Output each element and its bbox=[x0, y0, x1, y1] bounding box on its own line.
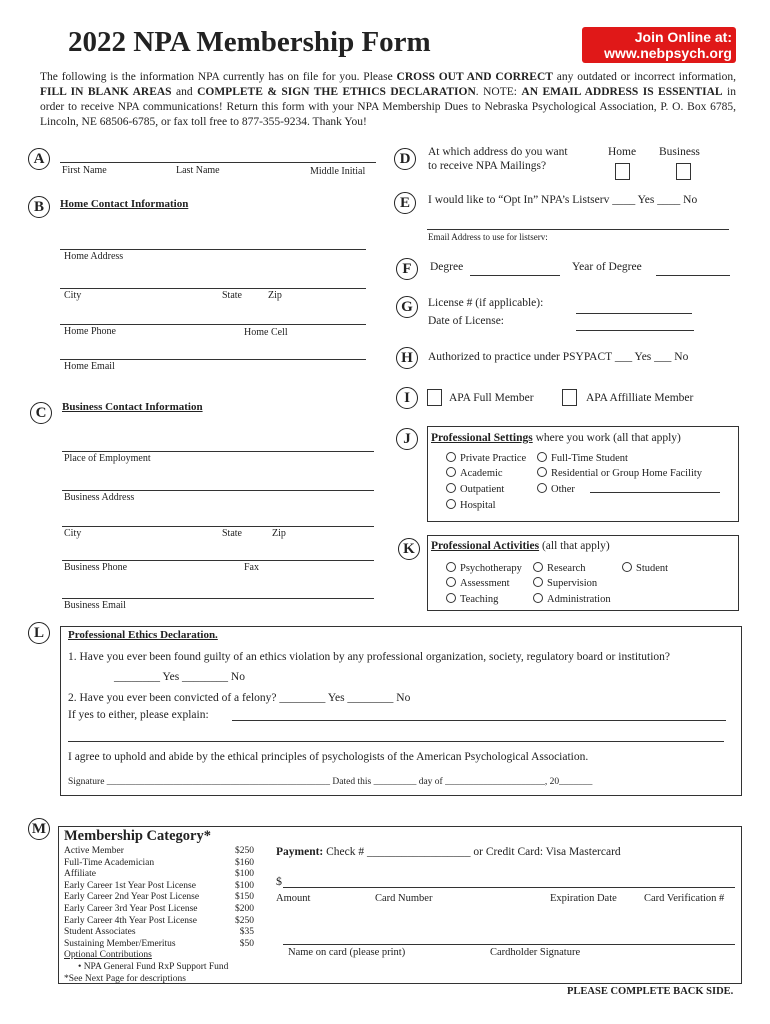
category-price: $250 bbox=[235, 915, 254, 926]
intro-text-3: and bbox=[171, 86, 198, 98]
intro-bold-1: CROSS OUT AND CORRECT bbox=[396, 71, 553, 83]
setting-other: Other bbox=[551, 484, 575, 495]
setting-other-line[interactable] bbox=[590, 492, 720, 493]
business-address-line[interactable] bbox=[62, 490, 374, 491]
radio-circle-icon[interactable] bbox=[537, 467, 547, 477]
ethics-explain-line-1[interactable] bbox=[232, 720, 726, 721]
radio-circle-icon[interactable] bbox=[446, 452, 456, 462]
activity-psychotherapy: Psychotherapy bbox=[460, 563, 522, 574]
category-name: Early Career 4th Year Post License bbox=[64, 915, 197, 926]
card-verification-label: Card Verification # bbox=[644, 893, 725, 904]
apa-affiliate-member-checkbox[interactable] bbox=[562, 389, 577, 406]
last-name-label: Last Name bbox=[176, 165, 220, 176]
category-row[interactable] bbox=[64, 846, 254, 858]
expiration-date-label: Expiration Date bbox=[550, 893, 617, 904]
section-a-marker: A bbox=[28, 148, 50, 170]
activity-option[interactable] bbox=[622, 562, 668, 574]
section-f-marker: F bbox=[396, 258, 418, 280]
category-name: Early Career 3rd Year Post License bbox=[64, 903, 198, 914]
category-name: Sustaining Member/Emeritus bbox=[64, 938, 176, 949]
license-date-line[interactable] bbox=[576, 330, 694, 331]
business-city-label: City bbox=[64, 528, 82, 539]
radio-circle-icon[interactable] bbox=[446, 467, 456, 477]
business-address-label: Business Address bbox=[64, 492, 135, 503]
setting-hospital: Hospital bbox=[460, 500, 496, 511]
year-of-degree-line[interactable] bbox=[656, 275, 730, 276]
radio-circle-icon[interactable] bbox=[533, 593, 543, 603]
payment-line bbox=[276, 846, 621, 858]
professional-activities-heading bbox=[431, 540, 610, 552]
activity-option[interactable] bbox=[446, 577, 510, 589]
cardholder-line[interactable] bbox=[283, 944, 735, 945]
category-row[interactable] bbox=[64, 939, 254, 951]
radio-circle-icon[interactable] bbox=[446, 577, 456, 587]
activity-research: Research bbox=[547, 563, 586, 574]
apa-full-member-checkbox[interactable] bbox=[427, 389, 442, 406]
join-online-url[interactable]: www.nebpsych.org bbox=[604, 45, 732, 61]
business-email-line[interactable] bbox=[62, 598, 374, 599]
setting-outpatient: Outpatient bbox=[460, 484, 505, 495]
activity-supervision: Supervision bbox=[547, 578, 598, 589]
setting-private-practice: Private Practice bbox=[460, 453, 527, 464]
home-phone-label: Home Phone bbox=[64, 326, 116, 337]
degree-line[interactable] bbox=[470, 275, 560, 276]
category-row[interactable] bbox=[64, 881, 254, 893]
membership-category-list bbox=[64, 846, 254, 985]
activity-assessment: Assessment bbox=[460, 578, 510, 589]
join-online-banner[interactable] bbox=[582, 27, 736, 63]
professional-settings-subtitle: where you work (all that apply) bbox=[532, 432, 681, 444]
home-email-line[interactable] bbox=[60, 359, 366, 360]
apa-full-member-label: APA Full Member bbox=[449, 392, 534, 404]
business-contact-heading: Business Contact Information bbox=[62, 401, 203, 413]
intro-paragraph bbox=[40, 70, 736, 130]
intro-bold-2: FILL IN BLANK AREAS bbox=[40, 86, 172, 98]
business-city-line[interactable] bbox=[62, 526, 374, 527]
home-cell-label: Home Cell bbox=[244, 327, 288, 338]
category-name: Early Career 2nd Year Post License bbox=[64, 892, 200, 903]
ethics-explain-line-2[interactable] bbox=[68, 741, 724, 742]
page-title: 2022 NPA Membership Form bbox=[68, 26, 431, 58]
category-price: $250 bbox=[235, 846, 254, 856]
business-zip-label: Zip bbox=[272, 528, 286, 539]
setting-option[interactable] bbox=[537, 467, 702, 479]
intro-bold-3: COMPLETE & SIGN THE ETHICS DECLARATION bbox=[197, 86, 476, 98]
section-i-marker: I bbox=[396, 387, 418, 409]
radio-circle-icon[interactable] bbox=[537, 483, 547, 493]
section-h-marker: H bbox=[396, 347, 418, 369]
section-l-marker: L bbox=[28, 622, 50, 644]
listserv-email-line[interactable] bbox=[427, 229, 729, 230]
mailing-question-line2: to receive NPA Mailings? bbox=[428, 160, 547, 172]
radio-circle-icon[interactable] bbox=[533, 577, 543, 587]
radio-circle-icon[interactable] bbox=[446, 483, 456, 493]
activity-option[interactable] bbox=[533, 577, 597, 589]
home-city-line[interactable] bbox=[60, 288, 366, 289]
mailing-question-line1: At which address do you want bbox=[428, 146, 568, 158]
category-price: $150 bbox=[235, 892, 254, 903]
section-d-marker: D bbox=[394, 148, 416, 170]
category-row[interactable] bbox=[64, 904, 254, 916]
home-contact-heading: Home Contact Information bbox=[60, 198, 189, 210]
intro-text-5: in order to receive NPA communications! Return this form with your NPA Membership Dues to Nebraska Psychological Association, P. O. Box 6785, Lincoln, NE 68506-6785, or fax toll free to 877-355-9234. Thank You! bbox=[40, 86, 736, 128]
name-on-card-label: Name on card (please print) bbox=[288, 947, 406, 958]
professional-settings-title: Professional Settings bbox=[431, 432, 533, 444]
home-address-line[interactable] bbox=[60, 249, 366, 250]
business-fax-label: Fax bbox=[244, 562, 259, 573]
listserv-email-label: Email Address to use for listserv: bbox=[428, 232, 548, 242]
setting-option[interactable] bbox=[446, 467, 503, 479]
card-info-line[interactable] bbox=[283, 887, 735, 888]
activity-option[interactable] bbox=[533, 593, 611, 605]
category-row[interactable] bbox=[64, 927, 254, 939]
first-name-label: First Name bbox=[62, 165, 107, 176]
category-price: $50 bbox=[239, 938, 254, 949]
category-price: $160 bbox=[235, 857, 254, 868]
apa-affiliate-member-label: APA Affilliate Member bbox=[586, 392, 694, 404]
category-name: Student Associates bbox=[64, 927, 136, 938]
professional-settings-heading bbox=[431, 432, 681, 444]
setting-option[interactable] bbox=[446, 483, 504, 495]
home-zip-label: Zip bbox=[268, 290, 282, 301]
category-price: $100 bbox=[235, 880, 254, 891]
category-row[interactable] bbox=[64, 892, 254, 904]
category-name: Affiliate bbox=[64, 869, 97, 880]
home-email-label: Home Email bbox=[64, 361, 115, 372]
name-field-line[interactable] bbox=[60, 162, 376, 163]
degree-label: Degree bbox=[430, 261, 464, 273]
membership-category-heading: Membership Category* bbox=[64, 828, 211, 844]
license-number-label: License # (if applicable): bbox=[428, 297, 544, 309]
optional-contributions-label: Optional Contributions bbox=[64, 950, 152, 961]
business-state-label: State bbox=[222, 528, 242, 539]
section-j-marker: J bbox=[396, 428, 418, 450]
section-b-marker: B bbox=[28, 196, 50, 218]
mailing-home-label: Home bbox=[608, 146, 637, 158]
home-address-label: Home Address bbox=[64, 251, 124, 262]
radio-circle-icon[interactable] bbox=[533, 562, 543, 572]
activity-option[interactable] bbox=[446, 593, 498, 605]
setting-option[interactable] bbox=[537, 483, 575, 495]
psypact-question: Authorized to practice under PSYPACT ___ Yes ___ No bbox=[428, 351, 689, 363]
business-email-label: Business Email bbox=[64, 600, 126, 611]
setting-academic: Academic bbox=[460, 468, 503, 479]
home-phone-line[interactable] bbox=[60, 324, 366, 325]
section-k-marker: K bbox=[398, 538, 420, 560]
ethics-explain-label: If yes to either, please explain: bbox=[68, 709, 209, 721]
intro-bold-4: AN EMAIL ADDRESS IS ESSENTIAL bbox=[521, 86, 723, 98]
setting-option[interactable] bbox=[446, 499, 496, 511]
section-g-marker: G bbox=[396, 296, 418, 318]
category-price: $200 bbox=[235, 903, 254, 914]
category-name: Full-Time Academician bbox=[64, 857, 155, 868]
section-c-marker: C bbox=[30, 402, 52, 424]
professional-activities-title: Professional Activities bbox=[431, 540, 540, 552]
category-row[interactable] bbox=[64, 858, 254, 870]
category-name: Early Career 1st Year Post License bbox=[64, 880, 196, 891]
complete-back-side-note: PLEASE COMPLETE BACK SIDE. bbox=[567, 986, 734, 997]
setting-residential: Residential or Group Home Facility bbox=[551, 468, 703, 479]
place-of-employment-label: Place of Employment bbox=[64, 453, 151, 464]
category-row[interactable] bbox=[64, 916, 254, 928]
activity-option[interactable] bbox=[446, 562, 522, 574]
ethics-question-1-answers: ________ Yes ________ No bbox=[114, 671, 245, 683]
home-state-label: State bbox=[222, 290, 242, 301]
amount-dollar-sign: $ bbox=[276, 874, 282, 888]
radio-circle-icon[interactable] bbox=[446, 562, 456, 572]
amount-label: Amount bbox=[276, 893, 311, 904]
mailing-business-label: Business bbox=[659, 146, 700, 158]
category-price: $100 bbox=[235, 869, 254, 880]
contribution-funds[interactable]: • NPA General Fund RxP Support Fund bbox=[78, 961, 229, 972]
license-number-line[interactable] bbox=[576, 313, 692, 314]
radio-circle-icon[interactable] bbox=[622, 562, 632, 572]
professional-activities-subtitle: (all that apply) bbox=[539, 540, 610, 552]
category-name: Active Member bbox=[64, 846, 124, 856]
license-date-label: Date of License: bbox=[428, 315, 504, 327]
activity-option[interactable] bbox=[533, 562, 585, 574]
mailing-home-checkbox[interactable] bbox=[615, 163, 630, 180]
payment-options[interactable]: Check # __________________ or Credit Card: Visa Mastercard bbox=[326, 846, 621, 858]
radio-circle-icon[interactable] bbox=[446, 499, 456, 509]
home-city-label: City bbox=[64, 290, 82, 301]
year-of-degree-label: Year of Degree bbox=[572, 261, 642, 273]
ethics-question-2: 2. Have you ever been convicted of a felony? ________ Yes ________ No bbox=[68, 692, 411, 704]
activity-teaching: Teaching bbox=[460, 594, 499, 605]
ethics-question-1: 1. Have you ever been found guilty of an ethics violation by any professional organization, society, regulatory board or institution? bbox=[68, 651, 670, 663]
mailing-business-checkbox[interactable] bbox=[676, 163, 691, 180]
intro-text-2: any outdated or incorrect information, bbox=[552, 71, 736, 83]
intro-text-1: The following is the information NPA currently has on file for you. Please bbox=[40, 71, 397, 83]
ethics-agreement: I agree to uphold and abide by the ethical principles of psychologists of the American Psychological Association. bbox=[68, 751, 589, 763]
activity-administration: Administration bbox=[547, 594, 611, 605]
section-e-marker: E bbox=[394, 192, 416, 214]
category-price: $35 bbox=[239, 927, 254, 938]
section-m-marker: M bbox=[28, 818, 50, 840]
business-phone-line[interactable] bbox=[62, 560, 374, 561]
payment-label: Payment: bbox=[276, 846, 324, 858]
setting-full-time-student: Full-Time Student bbox=[551, 453, 628, 464]
ethics-heading: Professional Ethics Declaration. bbox=[68, 629, 218, 641]
card-number-label: Card Number bbox=[375, 893, 433, 904]
join-online-label: Join Online at: bbox=[634, 29, 732, 45]
employment-line[interactable] bbox=[62, 451, 374, 452]
setting-option[interactable] bbox=[537, 452, 628, 464]
activity-student: Student bbox=[636, 563, 669, 574]
setting-option[interactable] bbox=[446, 452, 526, 464]
listserv-opt-in: I would like to “Opt In” NPA’s Listserv ____ Yes ____ No bbox=[428, 194, 698, 206]
radio-circle-icon[interactable] bbox=[446, 593, 456, 603]
category-row[interactable] bbox=[64, 869, 254, 881]
radio-circle-icon[interactable] bbox=[537, 452, 547, 462]
cardholder-signature-label: Cardholder Signature bbox=[490, 947, 581, 958]
business-phone-label: Business Phone bbox=[64, 562, 128, 573]
middle-initial-label: Middle Initial bbox=[310, 166, 366, 177]
intro-text-4: . NOTE: bbox=[475, 86, 522, 98]
ethics-signature-line[interactable]: Signature _______________________________________________ Dated this _________ day of _____________________, 20_______ bbox=[68, 777, 593, 787]
see-next-page-note: *See Next Page for descriptions bbox=[64, 973, 186, 984]
